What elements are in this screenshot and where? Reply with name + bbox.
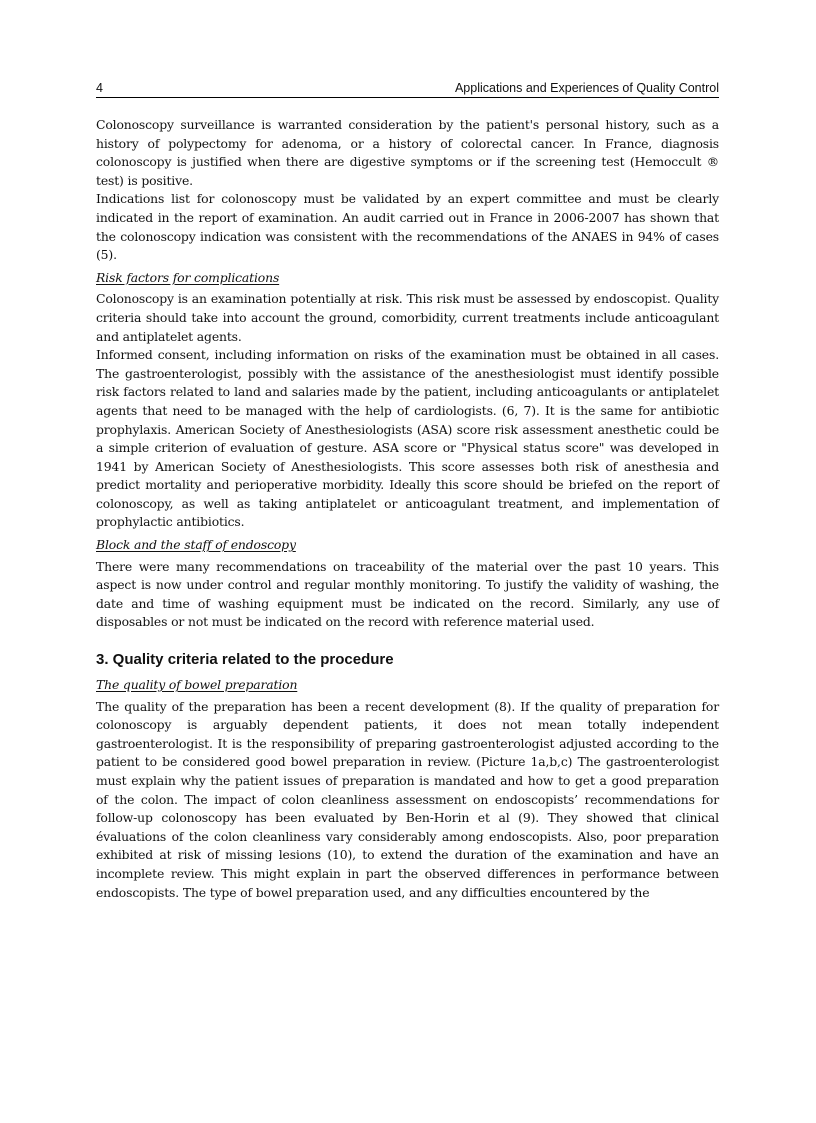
- document-page: [96, 80, 719, 902]
- paragraph: Colonoscopy is an examination potentially at risk. This risk must be assessed by endoscopist. Quality criteria should take into account the ground, comorbidity, current treatments include anticoagulant and antiplatelet agents.: [96, 291, 719, 344]
- paragraph: There were many recommendations on traceability of the material over the past 10 years. This aspect is now under control and regular monthly monitoring. To justify the validity of washing, the date and time of washing equipment must be indicated on the record. Similarly, any use of disposables or not must be indicated on the record with reference material used.: [96, 558, 719, 630]
- page-number: 4: [96, 81, 103, 95]
- subheading-block-staff: Block and the staff of endoscopy: [96, 537, 296, 553]
- subheading-bowel-preparation: The quality of bowel preparation: [96, 677, 298, 693]
- section-heading: 3. Quality criteria related to the procedure: [96, 651, 394, 669]
- subheading-risk-factors: Risk factors for complications: [96, 269, 280, 285]
- paragraph: The quality of the preparation has been a recent development (8). If the quality of preparation for colonoscopy is arguably dependent patients, it does not mean totally independent gastroenterologist. It is the responsibility of preparing gastroenterologist adjusted according to the patient to be considered good bowel preparation in review. (Picture 1a,b,c) The gastroenterologist must explain why the patient issues of preparation is mandated and how to get a good preparation of the colon. The impact of colon cleanliness assessment on endoscopists’ recommendations for follow-up colonoscopy has been evaluated by Ben-Horin et al (9). They showed that clinical évaluations of the colon cleanliness vary considerably among endoscopists. Also, poor preparation exhibited at risk of missing lesions (10), to extend the duration of the examination and have an incomplete review. This might explain in part the observed differences in performance between endoscopists. The type of bowel preparation used, and any difficulties encountered by the: [96, 698, 719, 900]
- running-title: Applications and Experiences of Quality Control: [454, 81, 719, 95]
- paragraph: Colonoscopy surveillance is warranted consideration by the patient's personal history, such as a history of polypectomy for adenoma, or a history of colorectal cancer. In France, diagnosis colonoscopy is justified when there are digestive symptoms or if the screening test (Hemoccult ® test) is positive.: [96, 117, 719, 188]
- paragraph: Informed consent, including information on risks of the examination must be obtained in all cases. The gastroenterologist, possibly with the assistance of the anesthesiologist must identify possible risk factors related to land and salaries made by the patient, including anticoagulants or antiplatelet agents that need to be managed with the help of cardiologists. (6, 7). It is the same for antibiotic prophylaxis. American Society of Anesthesiologists (ASA) score risk assessment anesthetic could be a simple criterion of evaluation of gesture. ASA score or "Physical status score" was developed in 1941 by American Society of Anesthesiologists. This score assesses both risk of anesthesia and predict mortality and perioperative morbidity. Ideally this score should be briefed on the report of colonoscopy, as well as taking antiplatelet or anticoagulant treatment, and implementation of prophylactic antibiotics.: [96, 347, 719, 530]
- page-header: [96, 80, 719, 98]
- body-text: [96, 116, 719, 902]
- paragraph: Indications list for colonoscopy must be validated by an expert committee and must be clearly indicated in the report of examination. An audit carried out in France in 2006-2007 has shown that the colonoscopy indication was consistent with the recommendations of the ANAES in 94% of cases (5).: [96, 191, 719, 263]
